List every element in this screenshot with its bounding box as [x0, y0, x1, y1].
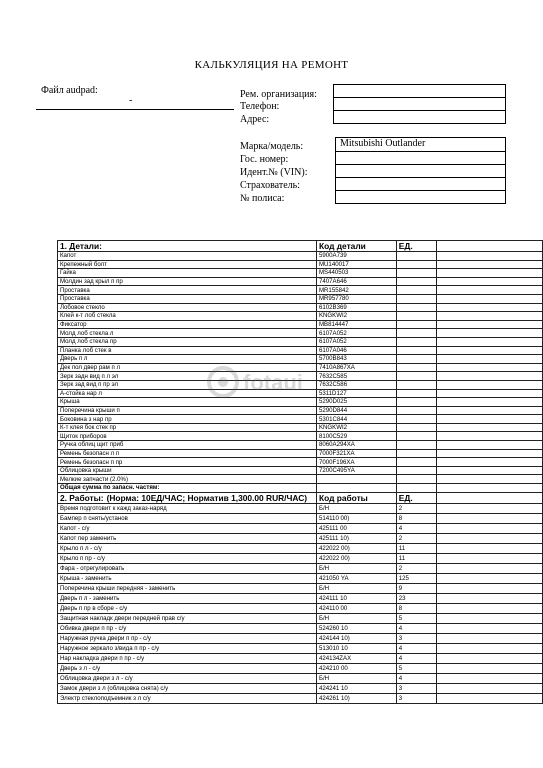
part-extra: [436, 449, 542, 458]
part-extra: [436, 260, 542, 269]
work-extra: [436, 523, 542, 533]
work-name: Капот пер заменить: [58, 533, 317, 543]
work-name: Дверь п л - заменить: [58, 593, 317, 603]
part-extra: [436, 303, 542, 312]
part-code: 7632C586: [316, 380, 396, 389]
part-code: 7200C495YA: [316, 466, 396, 475]
part-extra: [436, 406, 542, 415]
work-extra: [436, 513, 542, 523]
parts-row: [58, 466, 543, 475]
works-row: [58, 663, 543, 673]
work-code: 422022 00): [316, 553, 396, 563]
file-underline: [36, 109, 234, 110]
work-code: 425111 10): [316, 533, 396, 543]
part-code: 7410A867XA: [316, 363, 396, 372]
work-extra: [436, 673, 542, 683]
work-units: 4: [396, 623, 436, 633]
org-label: Рем. организация:: [240, 89, 317, 100]
works-row: [58, 653, 543, 663]
part-extra: [436, 380, 542, 389]
work-name: Время подготовит к кажд заказ-наряд: [58, 503, 317, 513]
phone-label: Телефон:: [240, 101, 280, 112]
part-extra: [436, 355, 542, 364]
work-name: Защитная накладк двери передней прав с/у: [58, 613, 317, 623]
file-label: Файл audpad:: [41, 85, 98, 96]
work-units: 4: [396, 643, 436, 653]
parts-row: [58, 346, 543, 355]
work-units: 3: [396, 683, 436, 693]
part-code: 8100C529: [316, 432, 396, 441]
part-extra: [436, 277, 542, 286]
parts-qty-header: ЕД.: [396, 241, 436, 252]
work-name: Крыло п л - с/у: [58, 543, 317, 553]
work-units: 4: [396, 523, 436, 533]
part-qty: [396, 260, 436, 269]
part-extra: [436, 415, 542, 424]
work-code: 513010 10: [316, 643, 396, 653]
parts-row: [58, 320, 543, 329]
work-extra: [436, 573, 542, 583]
work-units: 23: [396, 593, 436, 603]
part-qty: [396, 320, 436, 329]
works-row: [58, 623, 543, 633]
address-field[interactable]: [333, 110, 506, 124]
work-code: Б/Н: [316, 503, 396, 513]
work-units: 2: [396, 563, 436, 573]
vin-label: Идент.№ (VIN):: [240, 167, 308, 178]
part-extra: [436, 389, 542, 398]
works-section-title: 2. Работы:: [60, 492, 104, 503]
work-name: Крыша - заменить: [58, 573, 317, 583]
policy-field[interactable]: [335, 190, 506, 204]
part-qty: [396, 346, 436, 355]
works-row: [58, 513, 543, 523]
parts-row: [58, 423, 543, 432]
part-name: Зерк задн вид п л эл: [58, 372, 317, 381]
part-extra: [436, 363, 542, 372]
address-label: Адрес:: [240, 114, 270, 125]
part-code: KNGKWI2: [316, 423, 396, 432]
part-name: Гайка: [58, 269, 317, 278]
part-name: К-т клея бок стек пр: [58, 423, 317, 432]
part-name: Поперечина крыши п: [58, 406, 317, 415]
work-units: 5: [396, 613, 436, 623]
work-code: 424210 00: [316, 663, 396, 673]
part-qty: [396, 475, 436, 484]
works-qty-header: ЕД.: [396, 492, 436, 503]
part-name: Ремень безопасн п пр: [58, 458, 317, 467]
part-qty: [396, 329, 436, 338]
watermark-text: fotaui: [243, 370, 303, 395]
parts-total-cell: [436, 484, 542, 493]
part-name: Фиксатор: [58, 320, 317, 329]
part-code: KNGKWI2: [316, 312, 396, 321]
parts-total-cell: [396, 484, 436, 493]
part-qty: [396, 372, 436, 381]
part-code: 5290D844: [316, 406, 396, 415]
work-code: 514110 00): [316, 513, 396, 523]
work-extra: [436, 693, 542, 703]
phone-field[interactable]: [333, 97, 506, 111]
work-units: 8: [396, 513, 436, 523]
work-extra: [436, 683, 542, 693]
part-extra: [436, 294, 542, 303]
works-row: [58, 593, 543, 603]
work-extra: [436, 543, 542, 553]
vin-field[interactable]: [335, 164, 506, 178]
insurer-label: Страхователь:: [240, 180, 300, 191]
parts-row: [58, 449, 543, 458]
work-units: 125: [396, 573, 436, 583]
parts-row: [58, 286, 543, 295]
parts-row: [58, 303, 543, 312]
work-units: 8: [396, 603, 436, 613]
work-units: 11: [396, 553, 436, 563]
part-name: Проставка: [58, 286, 317, 295]
work-code: 424241 10: [316, 683, 396, 693]
work-code: 424144 10): [316, 633, 396, 643]
part-code: MR155842: [316, 286, 396, 295]
part-extra: [436, 312, 542, 321]
part-extra: [436, 337, 542, 346]
org-field[interactable]: [333, 84, 506, 98]
part-extra: [436, 432, 542, 441]
part-qty: [396, 337, 436, 346]
part-code: 5301C844: [316, 415, 396, 424]
part-qty: [396, 312, 436, 321]
part-name: Молд лоб стекла л: [58, 329, 317, 338]
part-code: 6107A052: [316, 329, 396, 338]
work-code: 524260 10: [316, 623, 396, 633]
parts-row: [58, 294, 543, 303]
parts-code-header: Код детали: [316, 241, 396, 252]
works-row: [58, 573, 543, 583]
parts-row: [58, 475, 543, 484]
part-name: Дверь п л: [58, 355, 317, 364]
works-row: [58, 583, 543, 593]
works-row: [58, 683, 543, 693]
work-name: Капот - с/у: [58, 523, 317, 533]
part-qty: [396, 252, 436, 261]
plate-label: Гос. номер:: [240, 154, 289, 165]
part-code: MU140017: [316, 260, 396, 269]
work-code: 424110 00: [316, 603, 396, 613]
part-name: Дек пол двер рам п л: [58, 363, 317, 372]
work-units: 2: [396, 503, 436, 513]
part-code: [316, 475, 396, 484]
part-code: 6102B369: [316, 303, 396, 312]
part-extra: [436, 329, 542, 338]
parts-row: [58, 312, 543, 321]
part-extra: [436, 458, 542, 467]
part-name: Клей к-т лоб стекла: [58, 312, 317, 321]
work-units: 4: [396, 653, 436, 663]
work-units: 3: [396, 693, 436, 703]
part-qty: [396, 441, 436, 450]
work-extra: [436, 613, 542, 623]
part-code: 6107A046: [316, 346, 396, 355]
work-name: Нар накладка двери п пр - с/у: [58, 653, 317, 663]
part-extra: [436, 475, 542, 484]
part-name: Зерк зад вид п пр эл: [58, 380, 317, 389]
parts-extra-header: [436, 241, 542, 252]
part-code: MR957780: [316, 294, 396, 303]
part-name: Планка лоб стек в: [58, 346, 317, 355]
parts-row: [58, 337, 543, 346]
work-extra: [436, 533, 542, 543]
works-row: [58, 613, 543, 623]
works-row: [58, 523, 543, 533]
part-extra: [436, 286, 542, 295]
work-code: 424134ZAX: [316, 653, 396, 663]
work-code: 424261 10): [316, 693, 396, 703]
works-extra-header: [436, 492, 542, 503]
part-name: Молдин зад крыл п пр: [58, 277, 317, 286]
parts-row: [58, 260, 543, 269]
part-extra: [436, 441, 542, 450]
work-code: Б/Н: [316, 583, 396, 593]
part-qty: [396, 466, 436, 475]
work-units: 11: [396, 543, 436, 553]
parts-row: [58, 441, 543, 450]
work-code: Б/Н: [316, 613, 396, 623]
part-qty: [396, 389, 436, 398]
parts-row: [58, 277, 543, 286]
work-name: Дверь п пр в сборе - с/у: [58, 603, 317, 613]
part-qty: [396, 294, 436, 303]
work-name: Крыло п пр - с/у: [58, 553, 317, 563]
model-label: Марка/модель:: [240, 141, 304, 152]
part-name: Лобовое стекло: [58, 303, 317, 312]
work-code: Б/Н: [316, 673, 396, 683]
part-extra: [436, 320, 542, 329]
works-row: [58, 503, 543, 513]
works-row: [58, 543, 543, 553]
part-name: А-стойка нар л: [58, 389, 317, 398]
part-code: 5311D127: [316, 389, 396, 398]
parts-row: [58, 406, 543, 415]
watermark-logo: [205, 362, 340, 402]
part-name: Боковина з нар пр: [58, 415, 317, 424]
part-name: Облицовка крыши: [58, 466, 317, 475]
part-qty: [396, 277, 436, 286]
work-name: Обивка двери п пр - с/у: [58, 623, 317, 633]
works-section-heading: [58, 492, 317, 503]
work-extra: [436, 603, 542, 613]
work-units: 2: [396, 533, 436, 543]
part-extra: [436, 346, 542, 355]
work-code: 421050 YA: [316, 573, 396, 583]
works-row: [58, 643, 543, 653]
part-qty: [396, 303, 436, 312]
work-units: 4: [396, 673, 436, 683]
part-extra: [436, 372, 542, 381]
part-qty: [396, 423, 436, 432]
part-qty: [396, 398, 436, 407]
parts-total-label: Общая сумма по запасн. частям:: [58, 484, 317, 493]
parts-header-row: [58, 241, 543, 252]
works-row: [58, 633, 543, 643]
works-code-header: Код работы: [316, 492, 396, 503]
part-name: Ремень безопасн л п: [58, 449, 317, 458]
parts-row: [58, 432, 543, 441]
part-qty: [396, 286, 436, 295]
part-code: 5900A739: [316, 252, 396, 261]
work-extra: [436, 633, 542, 643]
part-code: 6107A052: [316, 337, 396, 346]
parts-row: [58, 252, 543, 261]
calculation-table: [57, 240, 543, 704]
parts-row: [58, 458, 543, 467]
work-code: Б/Н: [316, 563, 396, 573]
work-units: 5: [396, 663, 436, 673]
work-units: 3: [396, 633, 436, 643]
work-extra: [436, 623, 542, 633]
part-extra: [436, 252, 542, 261]
parts-total-row: [58, 484, 543, 493]
work-extra: [436, 503, 542, 513]
work-extra: [436, 653, 542, 663]
work-code: 422022 00): [316, 543, 396, 553]
work-extra: [436, 553, 542, 563]
policy-label: № полиса:: [240, 193, 285, 204]
work-extra: [436, 563, 542, 573]
part-name: Крыша: [58, 398, 317, 407]
part-extra: [436, 398, 542, 407]
work-code: 425111 00: [316, 523, 396, 533]
part-name: Щиток приборов: [58, 432, 317, 441]
part-name: Ручка облиц щит приб: [58, 441, 317, 450]
part-code: 7000F321XA: [316, 449, 396, 458]
plate-field[interactable]: [335, 151, 506, 165]
part-qty: [396, 449, 436, 458]
work-code: 424111 10: [316, 593, 396, 603]
part-code: 7000F196XA: [316, 458, 396, 467]
part-extra: [436, 466, 542, 475]
parts-row: [58, 269, 543, 278]
work-extra: [436, 643, 542, 653]
part-code: 8060A294XA: [316, 441, 396, 450]
work-name: Наружная ручка двери п пр - с/у: [58, 633, 317, 643]
part-qty: [396, 380, 436, 389]
part-name: Мелкие запчасти (2.0%): [58, 475, 317, 484]
works-row: [58, 533, 543, 543]
part-code: 7632C585: [316, 372, 396, 381]
part-name: Капот: [58, 252, 317, 261]
work-extra: [436, 663, 542, 673]
part-qty: [396, 269, 436, 278]
part-code: 7407A646: [316, 277, 396, 286]
work-name: Поперечина крыши передняя - заменить: [58, 583, 317, 593]
work-name: Облицовка двери з л - с/у: [58, 673, 317, 683]
file-value: -: [129, 95, 133, 106]
part-code: 5700B843: [316, 355, 396, 364]
insurer-field[interactable]: [335, 177, 506, 191]
part-name: Молд лоб стекла пр: [58, 337, 317, 346]
work-extra: [436, 593, 542, 603]
part-qty: [396, 458, 436, 467]
parts-section-title: 1. Детали:: [58, 241, 317, 252]
parts-row: [58, 329, 543, 338]
parts-row: [58, 415, 543, 424]
work-units: 9: [396, 583, 436, 593]
work-name: Наружное зеркало з/вида п пр - с/у: [58, 643, 317, 653]
parts-total-cell: [316, 484, 396, 493]
work-name: Фара - отрегулировать: [58, 563, 317, 573]
part-qty: [396, 363, 436, 372]
work-name: Электр стеклоподъемник з л с/у: [58, 693, 317, 703]
part-extra: [436, 269, 542, 278]
part-name: Проставка: [58, 294, 317, 303]
part-qty: [396, 432, 436, 441]
part-qty: [396, 406, 436, 415]
part-code: MS440503: [316, 269, 396, 278]
work-name: Дверь з л - с/у: [58, 663, 317, 673]
part-extra: [436, 423, 542, 432]
works-header-row: [58, 492, 543, 503]
work-name: Бампер п снять/установ: [58, 513, 317, 523]
works-row: [58, 603, 543, 613]
part-qty: [396, 355, 436, 364]
works-row: [58, 563, 543, 573]
model-field[interactable]: Mitsubishi Outlander: [335, 137, 506, 152]
part-name: Крепежный болт: [58, 260, 317, 269]
part-code: 5290D025: [316, 398, 396, 407]
works-row: [58, 673, 543, 683]
page-title: КАЛЬКУЛЯЦИЯ НА РЕМОНТ: [194, 59, 349, 71]
works-norm-note: (Норма: 10ЕД/ЧАС; Норматив 1,300.00 RUR/ЧАС): [106, 492, 308, 503]
work-name: Замок двери з л (облицовка снята) с/у: [58, 683, 317, 693]
part-code: MB814447: [316, 320, 396, 329]
works-row: [58, 693, 543, 703]
work-extra: [436, 583, 542, 593]
part-qty: [396, 415, 436, 424]
works-row: [58, 553, 543, 563]
